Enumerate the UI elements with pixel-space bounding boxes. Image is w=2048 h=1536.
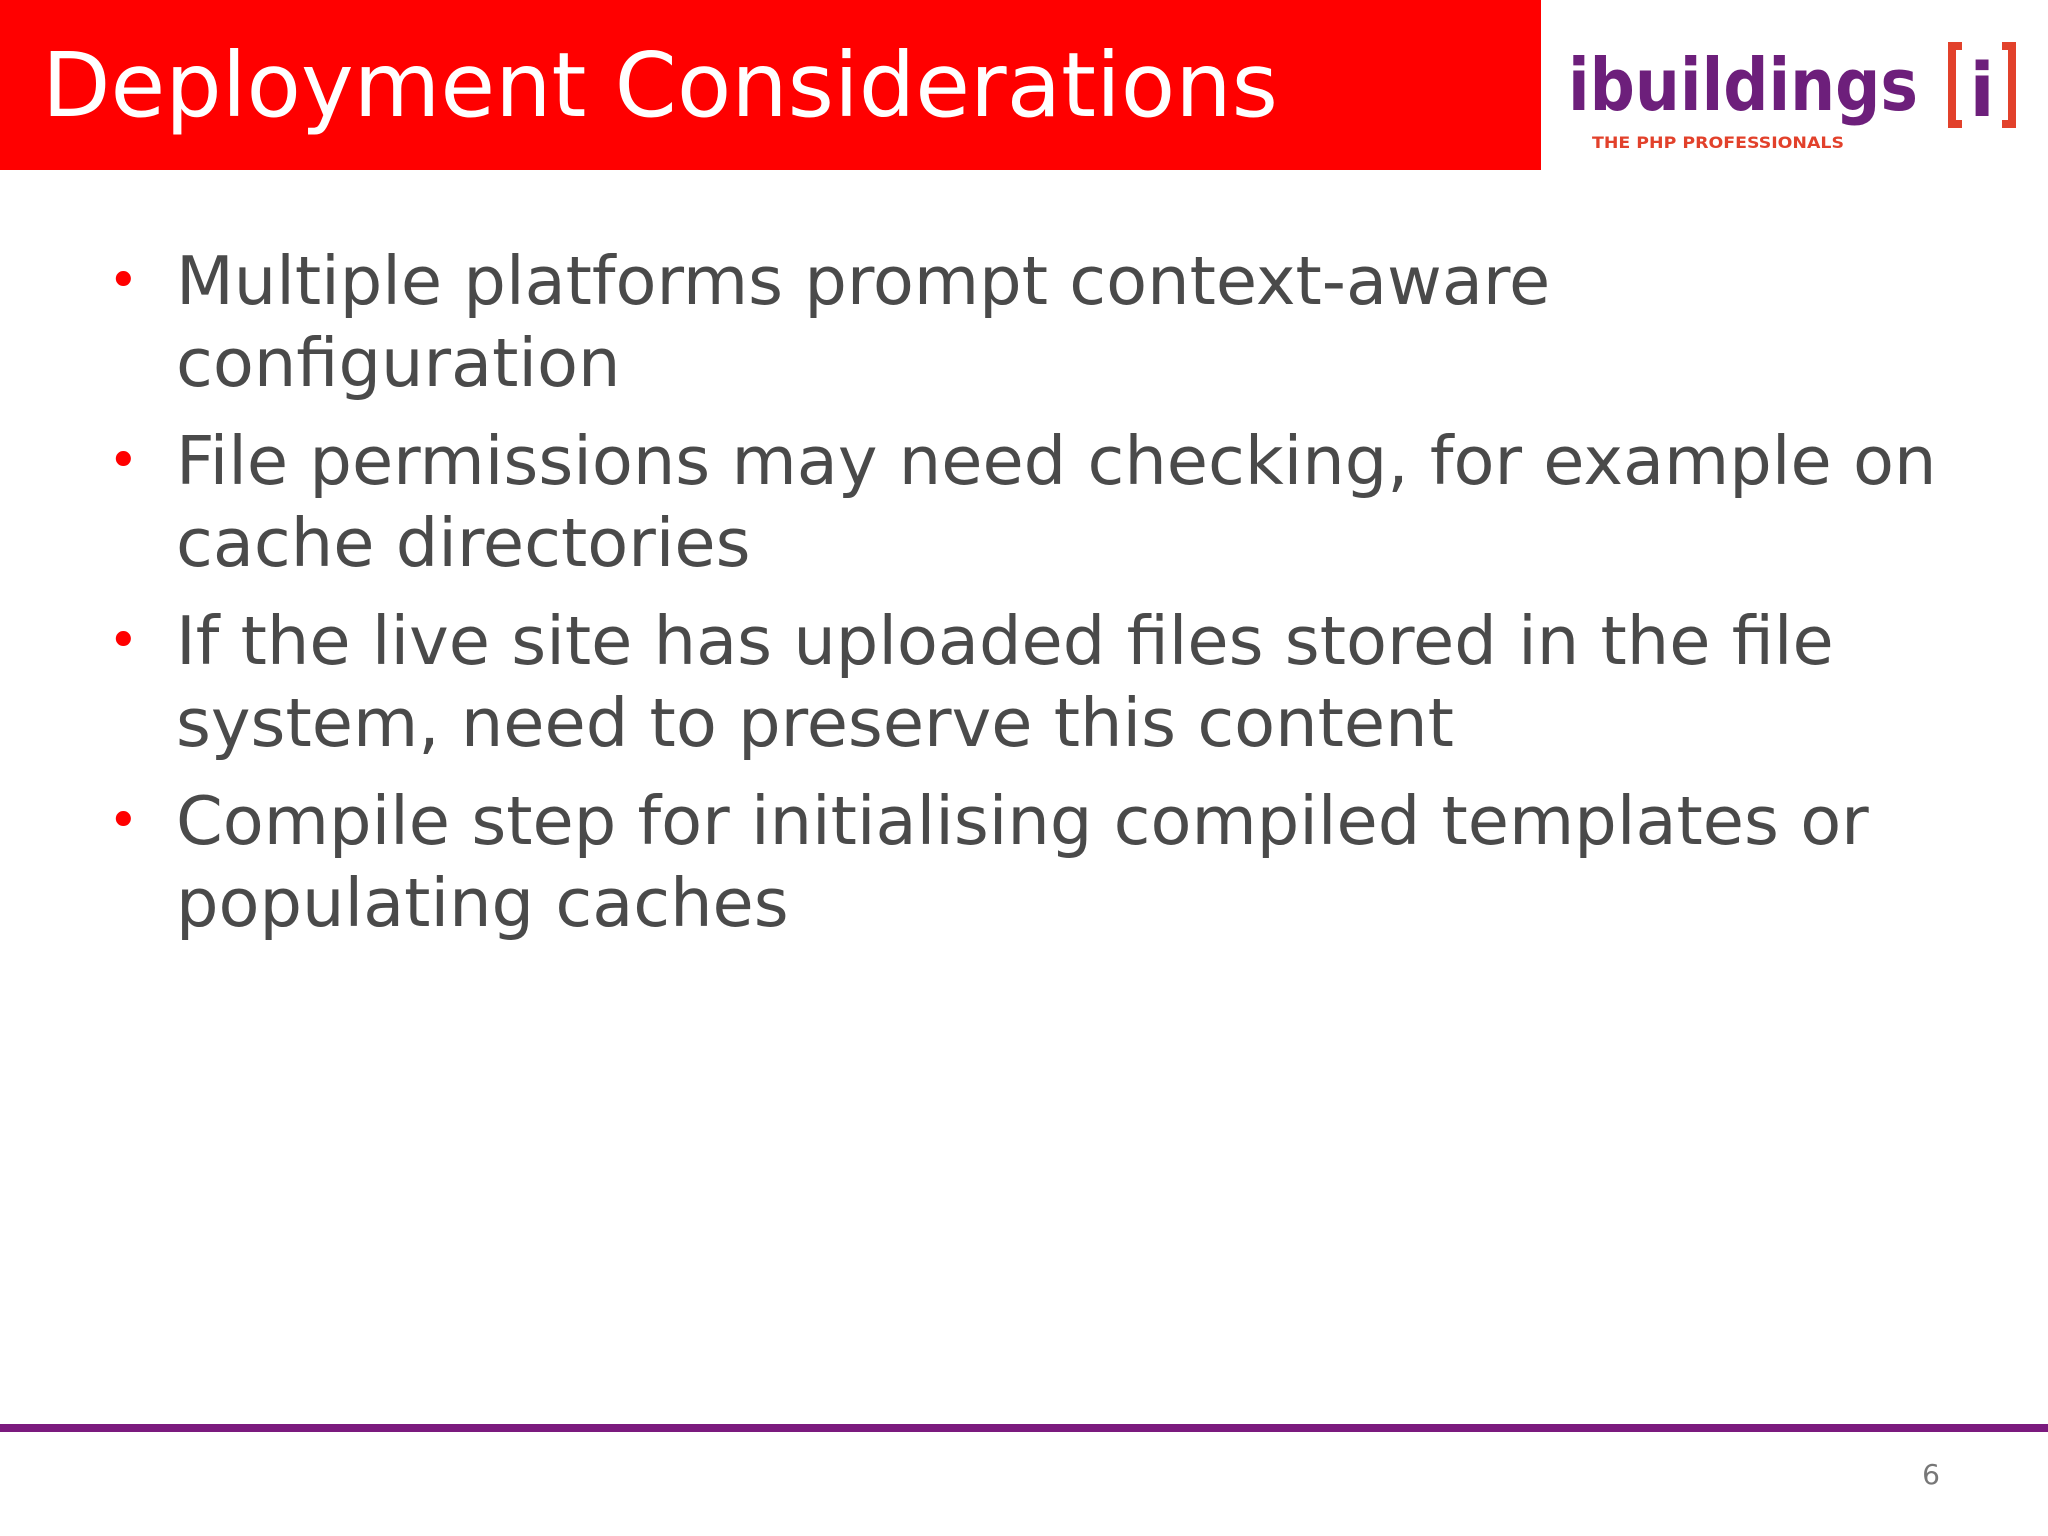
bullet-icon: • bbox=[108, 611, 139, 671]
logo-tagline: THE PHP PROFESSIONALS bbox=[1592, 133, 1844, 152]
ibuildings-logo bbox=[1562, 32, 2022, 158]
bullet-list bbox=[105, 240, 1985, 960]
logo-bracket-letter: i bbox=[1969, 48, 1995, 134]
bullet-text: File permissions may need checking, for example on cache directories bbox=[176, 422, 1937, 582]
bullet-icon: • bbox=[108, 251, 139, 311]
page-number: 6 bbox=[1922, 1458, 1940, 1491]
bullet-text: Multiple platforms prompt context-aware configuration bbox=[176, 242, 1551, 402]
bullet-item bbox=[105, 240, 1985, 404]
bullet-item bbox=[105, 420, 1985, 584]
logo-bracket-mark bbox=[1952, 46, 2012, 134]
slide-title: Deployment Considerations bbox=[42, 33, 1279, 137]
logo-wordmark: ibuildings bbox=[1568, 43, 1918, 127]
footer-divider bbox=[0, 1424, 2048, 1432]
bullet-icon: • bbox=[108, 431, 139, 491]
bullet-text: If the live site has uploaded files stored in the file system, need to preserve this content bbox=[176, 602, 1834, 762]
bullet-item bbox=[105, 600, 1985, 764]
bullet-item bbox=[105, 780, 1985, 944]
bullet-icon: • bbox=[108, 791, 139, 851]
title-bar bbox=[0, 0, 1541, 170]
bullet-text: Compile step for initialising compiled templates or populating caches bbox=[176, 782, 1869, 942]
